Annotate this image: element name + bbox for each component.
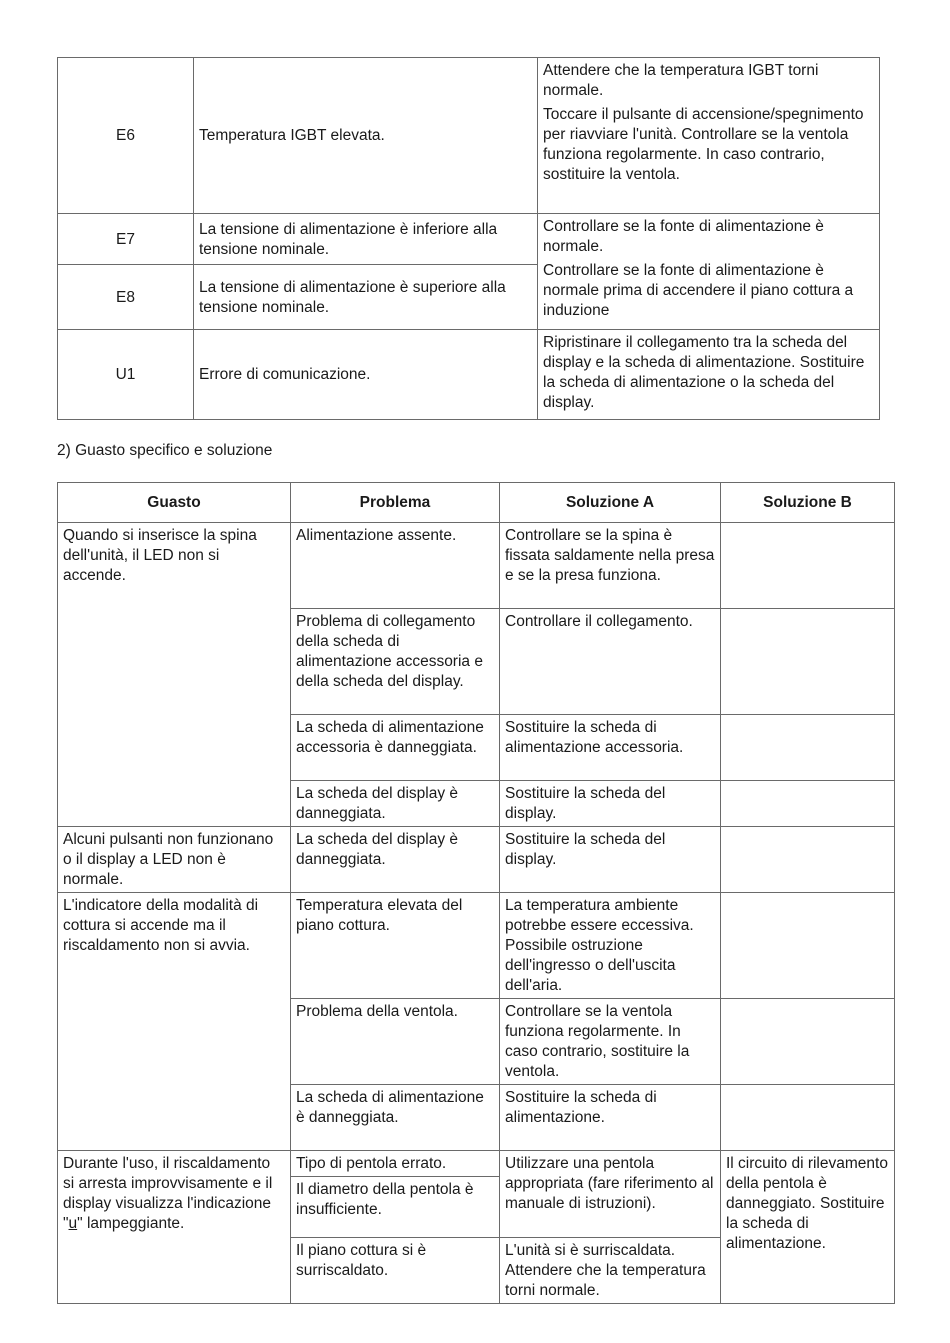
error-description: Errore di comunicazione. bbox=[194, 330, 538, 420]
solution-b-cell bbox=[721, 1085, 895, 1151]
problem-cell: La scheda del display è danneggiata. bbox=[291, 781, 500, 827]
solution-b-cell bbox=[721, 715, 895, 781]
error-solution bbox=[538, 214, 880, 330]
solution-a-cell: Sostituire la scheda di alimentazione accessoria. bbox=[500, 715, 721, 781]
problem-cell: Tipo di pentola errato. bbox=[291, 1151, 500, 1177]
problem-cell: La scheda del display è danneggiata. bbox=[291, 827, 500, 893]
table-header-row bbox=[58, 483, 895, 523]
column-header-soluzione-a: Soluzione A bbox=[500, 483, 721, 523]
solution-text: Controllare se la fonte di alimentazione è normale. bbox=[543, 218, 824, 255]
table-row bbox=[58, 1151, 895, 1177]
error-description: La tensione di alimentazione è superiore alla tensione nominale. bbox=[194, 265, 538, 330]
section-title: 2) Guasto specifico e soluzione bbox=[57, 442, 273, 459]
error-solution bbox=[538, 330, 880, 420]
table-row bbox=[58, 523, 895, 609]
problem-cell: Temperatura elevata del piano cottura. bbox=[291, 893, 500, 999]
column-header-problema: Problema bbox=[291, 483, 500, 523]
error-solution bbox=[538, 58, 880, 214]
solution-a-cell: Utilizzare una pentola appropriata (fare riferimento al manuale di istruzioni). bbox=[500, 1151, 721, 1238]
solution-a-cell: Sostituire la scheda del display. bbox=[500, 827, 721, 893]
fault-cell bbox=[58, 1151, 291, 1304]
solution-a-cell: La temperatura ambiente potrebbe essere eccessiva. Possibile ostruzione dell'ingresso o dell'uscita dell'aria. bbox=[500, 893, 721, 999]
error-code-table bbox=[57, 57, 880, 420]
solution-text: Attendere che la temperatura IGBT torni normale. bbox=[543, 62, 819, 99]
problem-cell: La scheda di alimentazione accessoria è danneggiata. bbox=[291, 715, 500, 781]
display-indicator-u: u bbox=[68, 1215, 78, 1232]
problem-cell: Alimentazione assente. bbox=[291, 523, 500, 609]
table-row bbox=[58, 214, 880, 265]
solution-b-cell bbox=[721, 781, 895, 827]
solution-b-cell bbox=[721, 827, 895, 893]
problem-cell: Problema di collegamento della scheda di alimentazione accessoria e della scheda del display. bbox=[291, 609, 500, 715]
column-header-guasto: Guasto bbox=[58, 483, 291, 523]
fault-cell: L'indicatore della modalità di cottura si accende ma il riscaldamento non si avvia. bbox=[58, 893, 291, 1151]
solution-text: Ripristinare il collegamento tra la scheda del display e la scheda di alimentazione. Sostituire la scheda di alimentazione o la scheda del display. bbox=[543, 334, 865, 411]
error-description: La tensione di alimentazione è inferiore alla tensione nominale. bbox=[194, 214, 538, 265]
solution-a-cell: Controllare il collegamento. bbox=[500, 609, 721, 715]
problem-cell: Il diametro della pentola è insufficiente. bbox=[291, 1177, 500, 1238]
fault-text: " lampeggiante. bbox=[77, 1215, 185, 1232]
solution-b-cell bbox=[721, 999, 895, 1085]
error-description: Temperatura IGBT elevata. bbox=[194, 58, 538, 214]
error-code: E7 bbox=[58, 214, 194, 265]
solution-a-cell: Controllare se la ventola funziona regolarmente. In caso contrario, sostituire la ventola. bbox=[500, 999, 721, 1085]
table-row bbox=[58, 827, 895, 893]
solution-a-cell: Sostituire la scheda del display. bbox=[500, 781, 721, 827]
fault-cell: Alcuni pulsanti non funzionano o il display a LED non è normale. bbox=[58, 827, 291, 893]
problem-cell: Il piano cottura si è surriscaldato. bbox=[291, 1238, 500, 1304]
problem-cell: Problema della ventola. bbox=[291, 999, 500, 1085]
solution-b-cell: Il circuito di rilevamento della pentola è danneggiato. Sostituire la scheda di alimentazione. bbox=[721, 1151, 895, 1304]
fault-text: Durante l'uso, il riscaldamento si arresta improvvisamente e il display visualizza l'indicazione " bbox=[63, 1155, 273, 1232]
solution-a-cell: Controllare se la spina è fissata saldamente nella presa e se la presa funziona. bbox=[500, 523, 721, 609]
fault-cell: Quando si inserisce la spina dell'unità, il LED non si accende. bbox=[58, 523, 291, 827]
error-code: E8 bbox=[58, 265, 194, 330]
solution-b-cell bbox=[721, 609, 895, 715]
solution-b-cell bbox=[721, 893, 895, 999]
solution-a-cell: Sostituire la scheda di alimentazione. bbox=[500, 1085, 721, 1151]
table-row bbox=[58, 330, 880, 420]
problem-cell: La scheda di alimentazione è danneggiata. bbox=[291, 1085, 500, 1151]
column-header-soluzione-b: Soluzione B bbox=[721, 483, 895, 523]
error-code: U1 bbox=[58, 330, 194, 420]
solution-a-cell: L'unità si è surriscaldata. Attendere che la temperatura torni normale. bbox=[500, 1238, 721, 1304]
table-row bbox=[58, 58, 880, 214]
solution-b-cell bbox=[721, 523, 895, 609]
solution-text: Controllare se la fonte di alimentazione è normale prima di accendere il piano cottura a induzione bbox=[543, 262, 854, 319]
table-row bbox=[58, 893, 895, 999]
error-code: E6 bbox=[58, 58, 194, 214]
fault-solution-table bbox=[57, 482, 895, 1304]
solution-text: Toccare il pulsante di accensione/spegnimento per riavviare l'unità. Controllare se la ventola funziona regolarmente. In caso contrario, sostituire la ventola. bbox=[543, 106, 864, 183]
